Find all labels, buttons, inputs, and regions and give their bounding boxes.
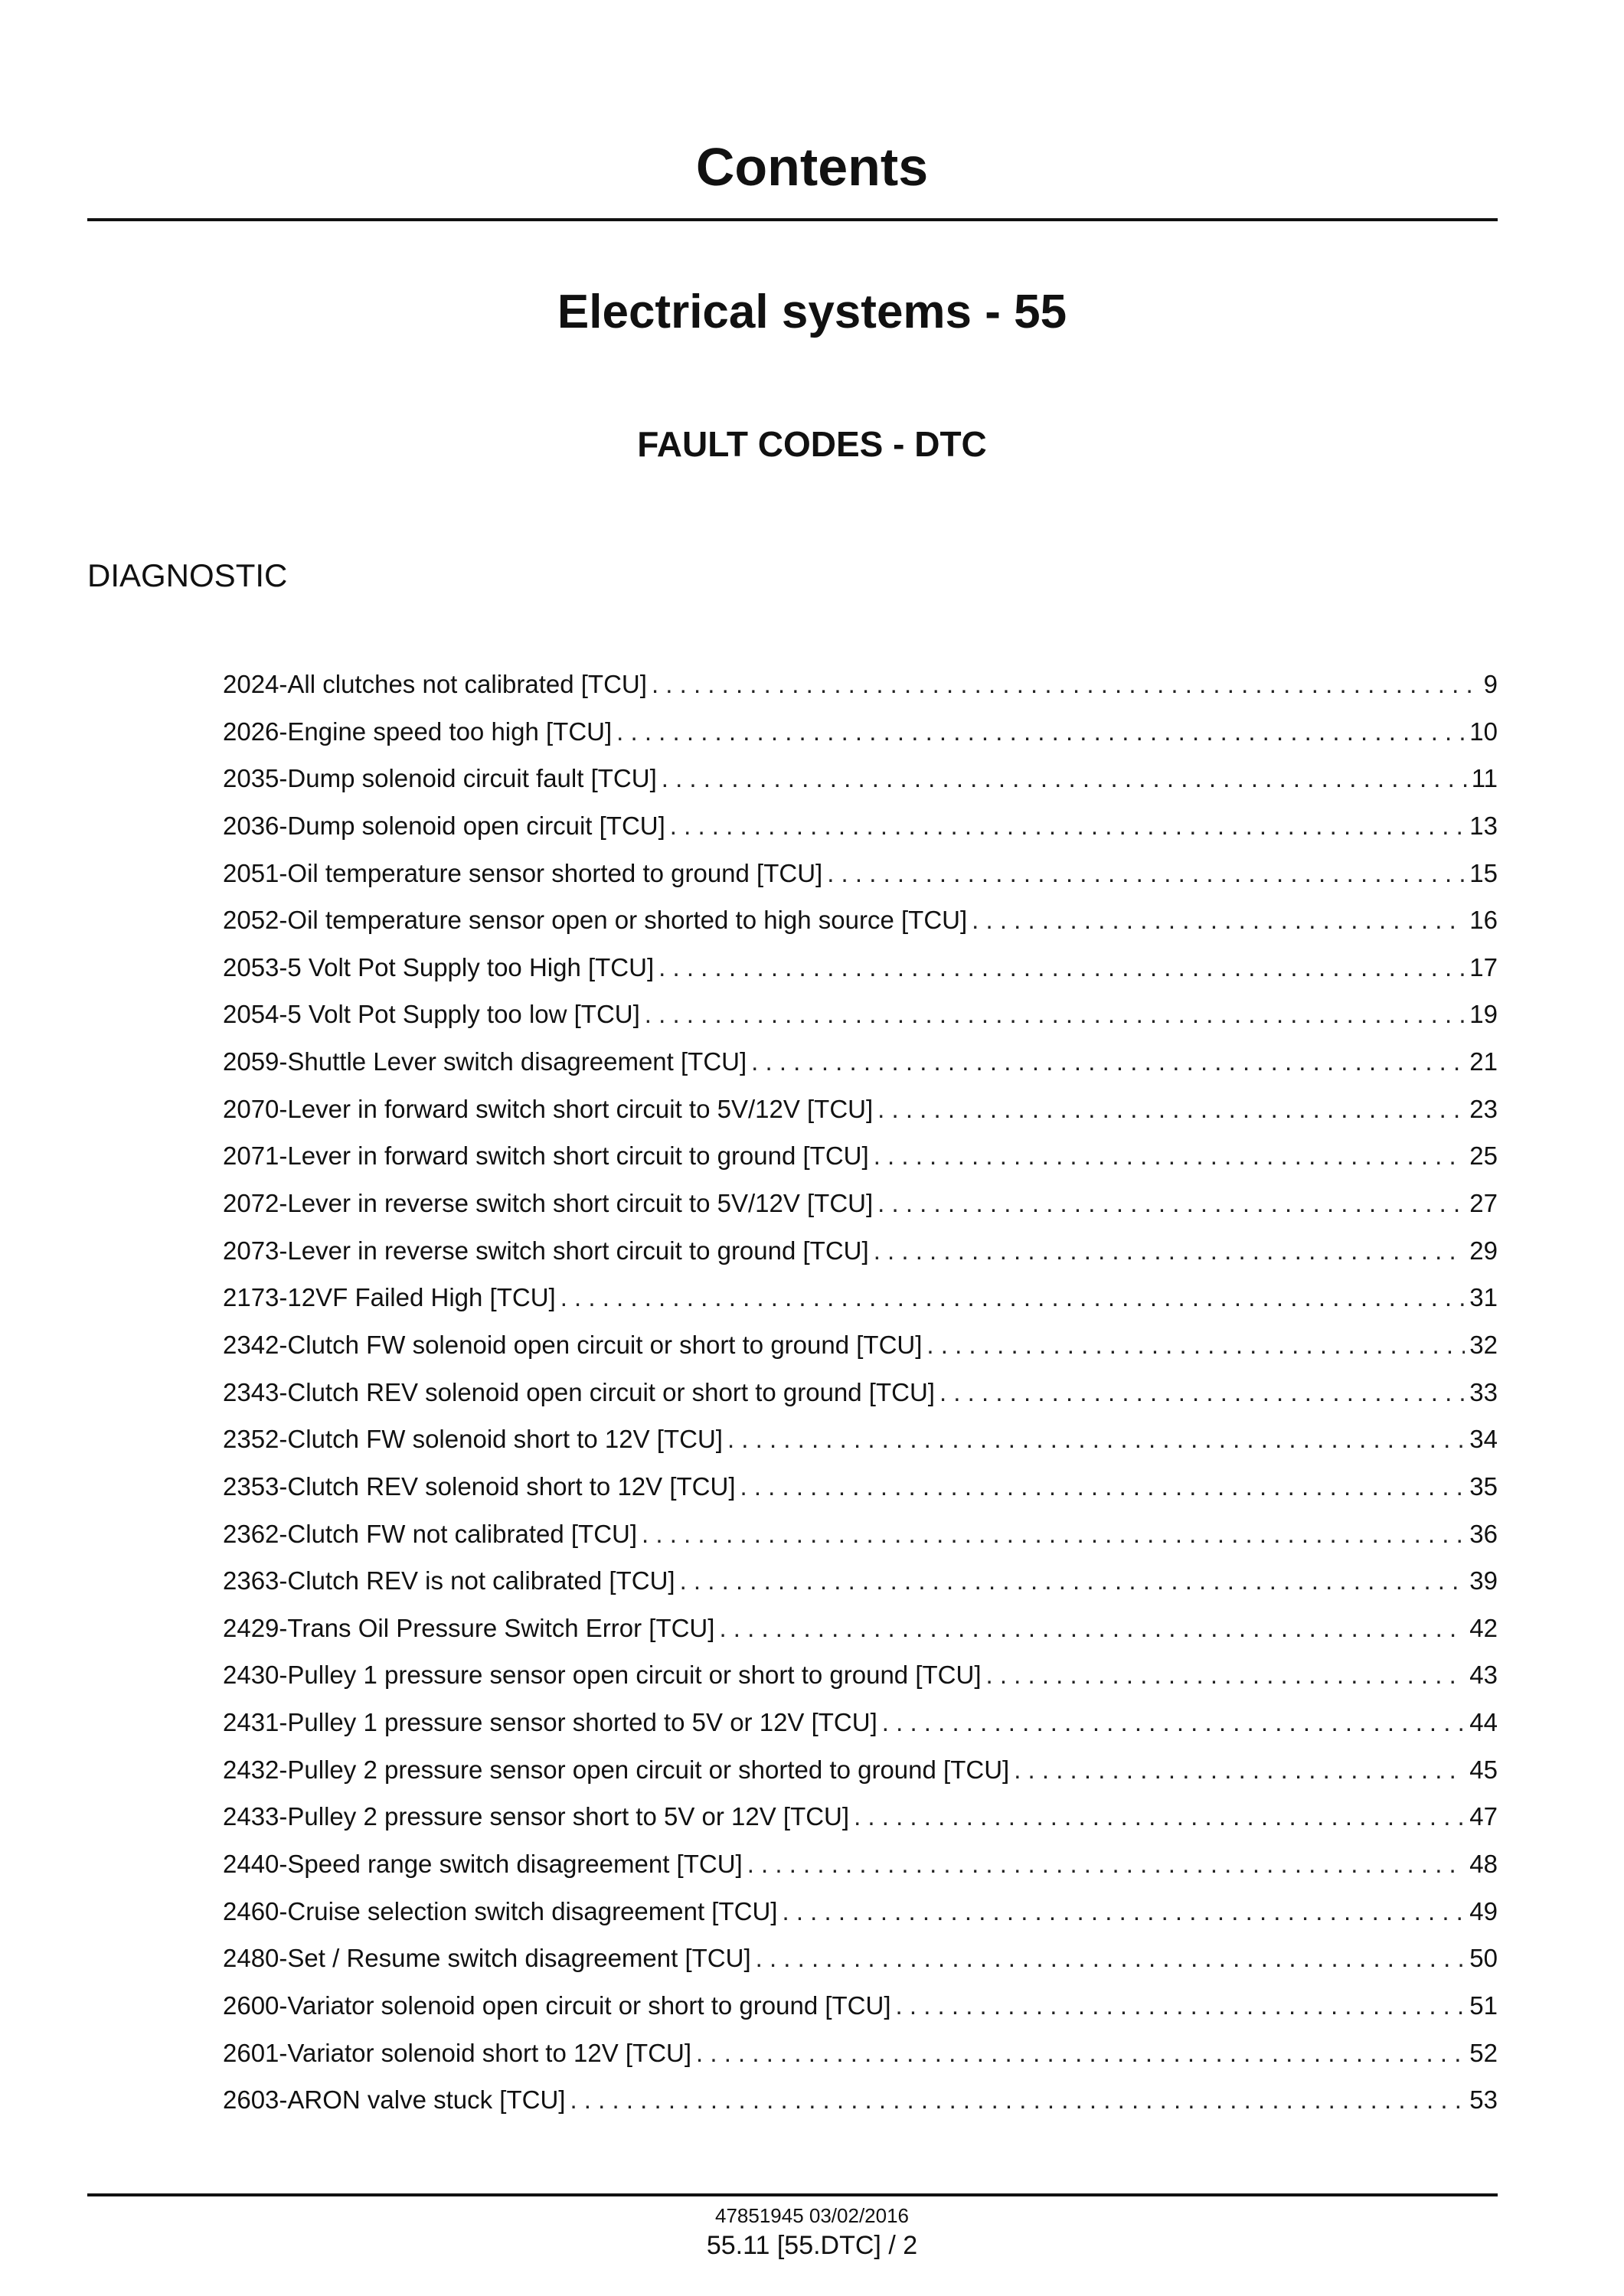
toc-entry[interactable] xyxy=(223,857,1498,904)
dot-leader xyxy=(662,762,1467,795)
toc-entry-title: 2073-Lever in reverse switch short circuit to ground [TCU] xyxy=(223,1236,869,1265)
dot-leader xyxy=(670,809,1466,843)
toc-entry[interactable] xyxy=(223,1470,1498,1517)
toc-entry-title: 2440-Speed range switch disagreement [TCU] xyxy=(223,1850,743,1879)
dot-leader xyxy=(1014,1753,1465,1787)
toc-entry-title: 2054-5 Volt Pot Supply too low [TCU] xyxy=(223,1000,640,1029)
dot-leader xyxy=(560,1281,1466,1315)
toc-entry[interactable] xyxy=(223,1281,1498,1328)
dot-leader xyxy=(985,1658,1465,1692)
toc-entry-title: 2480-Set / Resume switch disagreement [TCU] xyxy=(223,1944,751,1973)
toc-entry-title: 2035-Dump solenoid circuit fault [TCU] xyxy=(223,764,657,793)
toc-entry-title: 2363-Clutch REV is not calibrated [TCU] xyxy=(223,1566,675,1595)
toc-entry-page-number: 15 xyxy=(1469,858,1498,887)
toc-entry-title: 2431-Pulley 1 pressure sensor shorted to 5V or 12V [TCU] xyxy=(223,1708,877,1737)
toc-entry-page-number: 53 xyxy=(1469,2085,1498,2115)
toc-entry[interactable] xyxy=(223,1092,1498,1140)
toc-entry-title: 2353-Clutch REV solenoid short to 12V [TCU] xyxy=(223,1471,736,1501)
section-title: Electrical systems - 55 xyxy=(557,286,1067,338)
dot-leader xyxy=(645,998,1465,1031)
dot-leader xyxy=(658,951,1465,985)
toc-entry-title: 2052-Oil temperature sensor open or shorted to high source [TCU] xyxy=(223,906,968,935)
toc-entry-page-number: 17 xyxy=(1469,952,1498,981)
toc-entry[interactable] xyxy=(223,1706,1498,1753)
toc-entry-page-number: 47 xyxy=(1469,1802,1498,1831)
footer-page-reference: 55.11 [55.DTC] / 2 xyxy=(706,2231,918,2260)
toc-entry-title: 2072-Lever in reverse switch short circuit to 5V/12V [TCU] xyxy=(223,1189,874,1218)
toc-entry-title: 2036-Dump solenoid open circuit [TCU] xyxy=(223,811,665,840)
toc-entry[interactable] xyxy=(223,1422,1498,1470)
toc-entry-title: 2024-All clutches not calibrated [TCU] xyxy=(223,670,647,698)
toc-entry[interactable] xyxy=(223,1800,1498,1847)
footer-document-id: 47851945 03/02/2016 xyxy=(714,2204,910,2227)
toc-entry-page-number: 23 xyxy=(1469,1094,1498,1123)
toc-entry-page-number: 51 xyxy=(1469,1991,1498,2020)
toc-entry[interactable] xyxy=(223,715,1498,763)
toc-entry-page-number: 29 xyxy=(1469,1236,1498,1265)
toc-entry[interactable] xyxy=(223,809,1498,857)
dot-leader xyxy=(616,715,1465,749)
toc-entry-title: 2433-Pulley 2 pressure sensor short to 5V or 12V [TCU] xyxy=(223,1802,850,1831)
toc-entry-title: 2071-Lever in forward switch short circuit to ground [TCU] xyxy=(223,1141,869,1171)
toc-entry-page-number: 16 xyxy=(1469,906,1498,935)
dot-leader xyxy=(747,1847,1466,1881)
toc-entry[interactable] xyxy=(223,1187,1498,1234)
dot-leader xyxy=(696,2036,1465,2070)
toc-entry-page-number: 9 xyxy=(1483,670,1498,698)
toc-entry[interactable] xyxy=(223,668,1498,715)
dot-leader xyxy=(652,668,1479,701)
toc-entry[interactable] xyxy=(223,1658,1498,1706)
toc-entry-title: 2173-12VF Failed High [TCU] xyxy=(223,1283,556,1312)
toc-entry-page-number: 39 xyxy=(1469,1566,1498,1595)
dot-leader xyxy=(896,1989,1466,2023)
toc-entry-page-number: 27 xyxy=(1469,1189,1498,1218)
toc-entry[interactable] xyxy=(223,951,1498,998)
toc-entry-page-number: 11 xyxy=(1471,764,1498,793)
dot-leader xyxy=(877,1092,1465,1126)
toc-entry[interactable] xyxy=(223,1139,1498,1187)
toc-entry-title: 2070-Lever in forward switch short circuit to 5V/12V [TCU] xyxy=(223,1094,874,1123)
page-title: Contents xyxy=(695,137,929,197)
toc-entry[interactable] xyxy=(223,1517,1498,1565)
toc-entry-page-number: 50 xyxy=(1469,1944,1498,1973)
toc-entry[interactable] xyxy=(223,1564,1498,1612)
toc-entry-page-number: 48 xyxy=(1469,1850,1498,1879)
toc-entry-title: 2053-5 Volt Pot Supply too High [TCU] xyxy=(223,952,655,981)
diagnostic-heading: DIAGNOSTIC xyxy=(87,557,288,593)
toc-entry-title: 2432-Pulley 2 pressure sensor open circuit or shorted to ground [TCU] xyxy=(223,1755,1010,1784)
toc-entry-title: 2362-Clutch FW not calibrated [TCU] xyxy=(223,1519,638,1548)
toc-entry-page-number: 52 xyxy=(1469,2038,1498,2067)
toc-entry[interactable] xyxy=(223,1942,1498,1989)
dot-leader xyxy=(570,2083,1465,2117)
dot-leader xyxy=(827,857,1465,890)
dot-leader xyxy=(972,903,1465,937)
header-rule xyxy=(87,218,1498,221)
toc-entry[interactable] xyxy=(223,903,1498,951)
toc-entry[interactable] xyxy=(223,1234,1498,1282)
toc-entry-title: 2343-Clutch REV solenoid open circuit or short to ground [TCU] xyxy=(223,1377,935,1406)
toc-entry-title: 2342-Clutch FW solenoid open circuit or short to ground [TCU] xyxy=(223,1330,923,1359)
toc-entry[interactable] xyxy=(223,998,1498,1045)
dot-leader xyxy=(680,1564,1466,1598)
toc-entry[interactable] xyxy=(223,1847,1498,1895)
toc-entry[interactable] xyxy=(223,762,1498,809)
toc-entry-page-number: 49 xyxy=(1469,1896,1498,1925)
table-of-contents xyxy=(223,668,1498,2131)
dot-leader xyxy=(756,1942,1466,1975)
toc-entry[interactable] xyxy=(223,1328,1498,1376)
dot-leader xyxy=(719,1612,1465,1645)
dot-leader xyxy=(854,1800,1465,1834)
toc-entry-title: 2460-Cruise selection switch disagreement [TCU] xyxy=(223,1896,778,1925)
toc-entry-title: 2603-ARON valve stuck [TCU] xyxy=(223,2085,566,2115)
dot-leader xyxy=(642,1517,1465,1551)
dot-leader xyxy=(782,1895,1465,1929)
toc-entry-title: 2059-Shuttle Lever switch disagreement [TCU] xyxy=(223,1047,747,1076)
toc-entry-page-number: 32 xyxy=(1469,1330,1498,1359)
dot-leader xyxy=(740,1470,1466,1504)
toc-entry-page-number: 34 xyxy=(1469,1425,1498,1454)
dot-leader xyxy=(874,1139,1466,1173)
dot-leader xyxy=(751,1045,1465,1079)
dot-leader xyxy=(727,1422,1465,1456)
toc-entry-page-number: 35 xyxy=(1469,1471,1498,1501)
toc-entry-page-number: 21 xyxy=(1469,1047,1498,1076)
dot-leader xyxy=(926,1328,1465,1362)
toc-entry[interactable] xyxy=(223,1612,1498,1659)
toc-entry-title: 2430-Pulley 1 pressure sensor open circuit or short to ground [TCU] xyxy=(223,1661,982,1690)
toc-entry-page-number: 33 xyxy=(1469,1377,1498,1406)
toc-entry[interactable] xyxy=(223,2036,1498,2084)
toc-entry[interactable] xyxy=(223,2083,1498,2131)
toc-entry[interactable] xyxy=(223,1895,1498,1942)
toc-entry[interactable] xyxy=(223,1989,1498,2036)
toc-entry[interactable] xyxy=(223,1376,1498,1423)
dot-leader xyxy=(882,1706,1466,1739)
toc-entry-page-number: 45 xyxy=(1469,1755,1498,1784)
dot-leader xyxy=(939,1376,1465,1409)
toc-entry-page-number: 42 xyxy=(1469,1613,1498,1642)
toc-entry-page-number: 36 xyxy=(1469,1519,1498,1548)
toc-entry-page-number: 13 xyxy=(1469,811,1498,840)
toc-entry-title: 2601-Variator solenoid short to 12V [TCU] xyxy=(223,2038,692,2067)
footer-rule xyxy=(87,2193,1498,2196)
toc-entry-page-number: 19 xyxy=(1469,1000,1498,1029)
subsection-title: FAULT CODES - DTC xyxy=(637,424,987,464)
toc-entry-title: 2429-Trans Oil Pressure Switch Error [TCU] xyxy=(223,1613,715,1642)
toc-entry-page-number: 31 xyxy=(1469,1283,1498,1312)
toc-entry[interactable] xyxy=(223,1045,1498,1092)
toc-entry-title: 2352-Clutch FW solenoid short to 12V [TCU] xyxy=(223,1425,723,1454)
toc-entry-page-number: 44 xyxy=(1469,1708,1498,1737)
toc-entry-title: 2026-Engine speed too high [TCU] xyxy=(223,717,613,746)
toc-entry-title: 2051-Oil temperature sensor shorted to ground [TCU] xyxy=(223,858,823,887)
toc-entry-page-number: 10 xyxy=(1469,717,1498,746)
toc-entry[interactable] xyxy=(223,1753,1498,1801)
toc-entry-page-number: 25 xyxy=(1469,1141,1498,1171)
toc-entry-page-number: 43 xyxy=(1469,1661,1498,1690)
dot-leader xyxy=(874,1234,1466,1268)
toc-entry-title: 2600-Variator solenoid open circuit or short to ground [TCU] xyxy=(223,1991,891,2020)
dot-leader xyxy=(877,1187,1465,1220)
